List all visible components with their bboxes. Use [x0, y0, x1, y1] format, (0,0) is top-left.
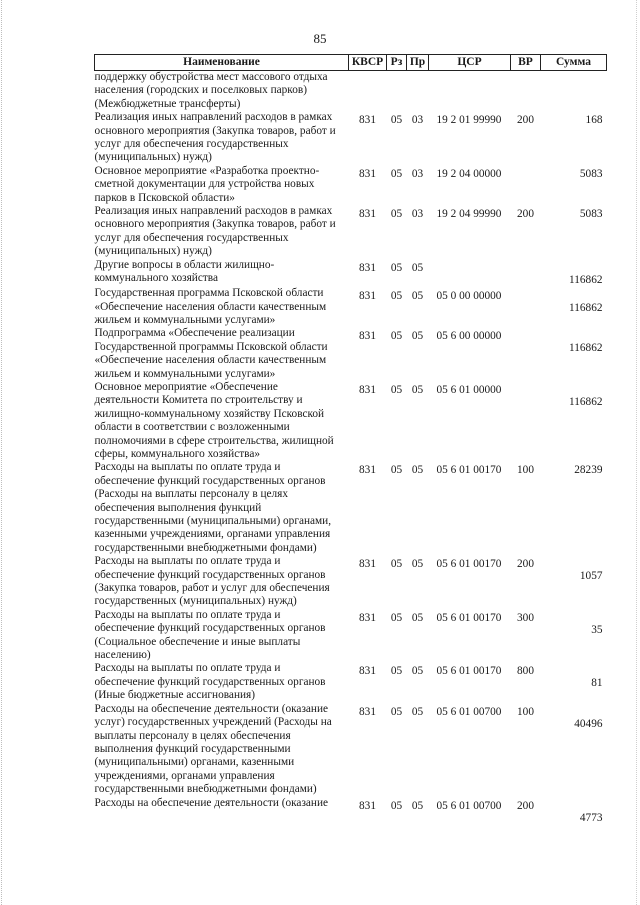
- cell-kvsr: 831: [359, 330, 376, 343]
- cell-name: Расходы на обеспечение деятельности (оказание: [94, 796, 329, 809]
- cell-name: Основное мероприятие «Разработка проектно-сметной документации для устройства новых парков в Псковской области»: [94, 164, 320, 204]
- cell-name: Подпрограмма «Обеспечение реализации Государственной программы Псковской области «Обеспечение населения области качественным жильем и коммунальными услугами»: [94, 327, 328, 380]
- cell-sum: 28239: [574, 464, 603, 477]
- cell-rz: 05: [390, 705, 403, 718]
- cell-kvsr: 831: [359, 611, 376, 624]
- cell-pr: 05: [411, 261, 424, 274]
- cell-rz: 05: [390, 665, 403, 678]
- cell-sum: 1057: [579, 570, 603, 583]
- cell-csr: 05 6 01 00170: [436, 558, 502, 571]
- table-row: [95, 165, 607, 205]
- cell-csr: 05 0 00 00000: [436, 290, 502, 303]
- table-row: [95, 609, 607, 663]
- cell-rz: 05: [390, 290, 403, 303]
- cell-kvsr: 831: [359, 167, 376, 180]
- cell-kvsr: 831: [359, 114, 376, 127]
- cell-pr: 03: [411, 208, 424, 221]
- cell-rz: 05: [390, 464, 403, 477]
- cell-rz: 05: [390, 261, 403, 274]
- cell-csr: [429, 71, 511, 112]
- cell-vr: 800: [517, 665, 534, 678]
- cell-csr: 05 6 01 00700: [436, 799, 502, 812]
- table-row: [95, 797, 607, 825]
- cell-sum: 5083: [579, 208, 603, 221]
- cell-rz: 05: [390, 330, 403, 343]
- cell-pr: [407, 71, 429, 112]
- cell-csr: 19 2 04 99990: [436, 208, 502, 221]
- cell-name: Государственная программа Псковской области «Обеспечение населения области качественным жильем и коммунальными услугами»: [94, 287, 327, 326]
- cell-vr: [511, 259, 541, 287]
- cell-vr: [511, 327, 541, 381]
- table-row: [95, 662, 607, 702]
- table-header-row: [95, 55, 607, 71]
- cell-vr: [511, 381, 541, 461]
- table-row: [95, 461, 607, 555]
- cell-rz: 05: [390, 558, 403, 571]
- cell-name: Расходы на обеспечение деятельности (оказание услуг) государственных учреждений (Расходы на выплаты персоналу в целях обеспечения выполнения функций государственными (муниципальными) органами, казенными учреждениями, органами управления государственными внебюджетными фондами): [94, 702, 332, 796]
- cell-sum: 116862: [569, 273, 603, 286]
- cell-csr: 19 2 01 99990: [436, 114, 502, 127]
- cell-sum: 35: [591, 623, 603, 636]
- table-row: [95, 205, 607, 259]
- cell-name: поддержку обустройства мест массового отдыха населения (городских и поселковых парков) (Межбюджетные трансферты): [94, 71, 328, 110]
- cell-vr: 200: [517, 208, 534, 221]
- header-rz: Рз: [387, 55, 407, 71]
- table-row: [95, 703, 607, 797]
- cell-rz: 05: [390, 611, 403, 624]
- cell-pr: 05: [411, 330, 424, 343]
- cell-sum: 116862: [569, 395, 603, 408]
- header-vr: ВР: [511, 55, 541, 71]
- cell-sum: 116862: [569, 342, 603, 355]
- cell-name: Расходы на выплаты по оплате труда и обеспечение функций государственных органов (Социальное обеспечение и иные выплаты населению): [94, 608, 326, 662]
- cell-pr: 05: [411, 464, 424, 477]
- cell-sum: 40496: [574, 717, 603, 730]
- cell-vr: 100: [517, 464, 534, 477]
- cell-name: Расходы на выплаты по оплате труда и обеспечение функций государственных органов (Закупка товаров, работ и услуг для обеспечения государственных (муниципальных) нужд): [94, 555, 330, 608]
- cell-vr: [511, 165, 541, 205]
- cell-name: Расходы на выплаты по оплате труда и обеспечение функций государственных органов (Иные бюджетные ассигнования): [94, 662, 326, 702]
- cell-kvsr: 831: [359, 665, 376, 678]
- cell-sum: 116862: [569, 302, 603, 315]
- cell-pr: 05: [411, 799, 424, 812]
- table-row: [95, 381, 607, 461]
- cell-vr: 300: [517, 611, 534, 624]
- cell-kvsr: 831: [359, 705, 376, 718]
- header-kvsr: КВСР: [349, 55, 387, 71]
- cell-pr: 03: [411, 114, 424, 127]
- cell-kvsr: 831: [359, 464, 376, 477]
- cell-name: Реализация иных направлений расходов в рамках основного мероприятия (Закупка товаров, работ и услуг для обеспечения государственных (муниципальных) нужд): [94, 205, 336, 258]
- cell-kvsr: 831: [359, 261, 376, 274]
- table-row: [95, 555, 607, 609]
- cell-vr: [511, 71, 541, 112]
- header-sum: Сумма: [541, 55, 607, 71]
- cell-name: Другие вопросы в области жилищно-коммунального хозяйства: [94, 258, 275, 285]
- cell-pr: 05: [411, 705, 424, 718]
- cell-rz: 05: [390, 208, 403, 221]
- cell-sum: [541, 71, 607, 112]
- cell-kvsr: 831: [359, 383, 376, 396]
- cell-pr: 03: [411, 167, 424, 180]
- cell-rz: 05: [390, 383, 403, 396]
- header-name: Наименование: [95, 55, 349, 71]
- cell-name: Расходы на выплаты по оплате труда и обеспечение функций государственных органов (Расходы на выплаты персоналу в целях обеспечения выполнения функций государственными (муниципальными) органами, казенными учреждениями, органами управления государственными внебюджетными фондами): [94, 461, 332, 554]
- cell-sum: 5083: [579, 167, 603, 180]
- cell-vr: 200: [517, 558, 534, 571]
- cell-rz: [387, 71, 407, 112]
- cell-sum: 168: [585, 114, 603, 127]
- budget-table: [94, 54, 607, 825]
- cell-csr: [429, 259, 511, 287]
- cell-sum: 4773: [579, 811, 603, 824]
- cell-kvsr: 831: [359, 208, 376, 221]
- cell-csr: 05 6 01 00170: [436, 464, 502, 477]
- cell-name: Основное мероприятие «Обеспечение деятельности Комитета по строительству и жилищно-коммунальному хозяйству Псковской области в соответствии с возложенными полномочиями в сфере строительства, жилищной сферы, коммунального хозяйства»: [94, 380, 334, 460]
- cell-csr: 05 6 00 00000: [436, 330, 502, 343]
- cell-csr: 05 6 01 00170: [436, 665, 502, 678]
- cell-pr: 05: [411, 290, 424, 303]
- cell-vr: 200: [517, 114, 534, 127]
- scan-edge-right: [636, 0, 638, 905]
- cell-kvsr: 831: [359, 799, 376, 812]
- cell-pr: 05: [411, 665, 424, 678]
- cell-kvsr: [349, 71, 387, 112]
- cell-sum: 81: [591, 677, 603, 690]
- cell-csr: 19 2 04 00000: [436, 167, 502, 180]
- cell-csr: 05 6 01 00000: [436, 383, 502, 396]
- table-row: [95, 71, 607, 112]
- cell-kvsr: 831: [359, 290, 376, 303]
- cell-pr: 05: [411, 383, 424, 396]
- cell-rz: 05: [390, 114, 403, 127]
- cell-csr: 05 6 01 00700: [436, 705, 502, 718]
- table-row: [95, 259, 607, 287]
- cell-vr: 200: [517, 799, 534, 812]
- table-row: [95, 111, 607, 165]
- cell-name: Реализация иных направлений расходов в рамках основного мероприятия (Закупка товаров, работ и услуг для обеспечения государственных (муниципальных) нужд): [94, 111, 336, 164]
- cell-kvsr: 831: [359, 558, 376, 571]
- cell-pr: 05: [411, 611, 424, 624]
- cell-rz: 05: [390, 167, 403, 180]
- cell-vr: [511, 287, 541, 327]
- page-number: 85: [313, 31, 327, 46]
- table-row: [95, 287, 607, 327]
- header-pr: Пр: [407, 55, 429, 71]
- table-row: [95, 327, 607, 381]
- scan-edge-left: [1, 0, 3, 905]
- cell-pr: 05: [411, 558, 424, 571]
- header-csr: ЦСР: [429, 55, 511, 71]
- cell-csr: 05 6 01 00170: [436, 611, 502, 624]
- cell-rz: 05: [390, 799, 403, 812]
- cell-vr: 100: [517, 705, 534, 718]
